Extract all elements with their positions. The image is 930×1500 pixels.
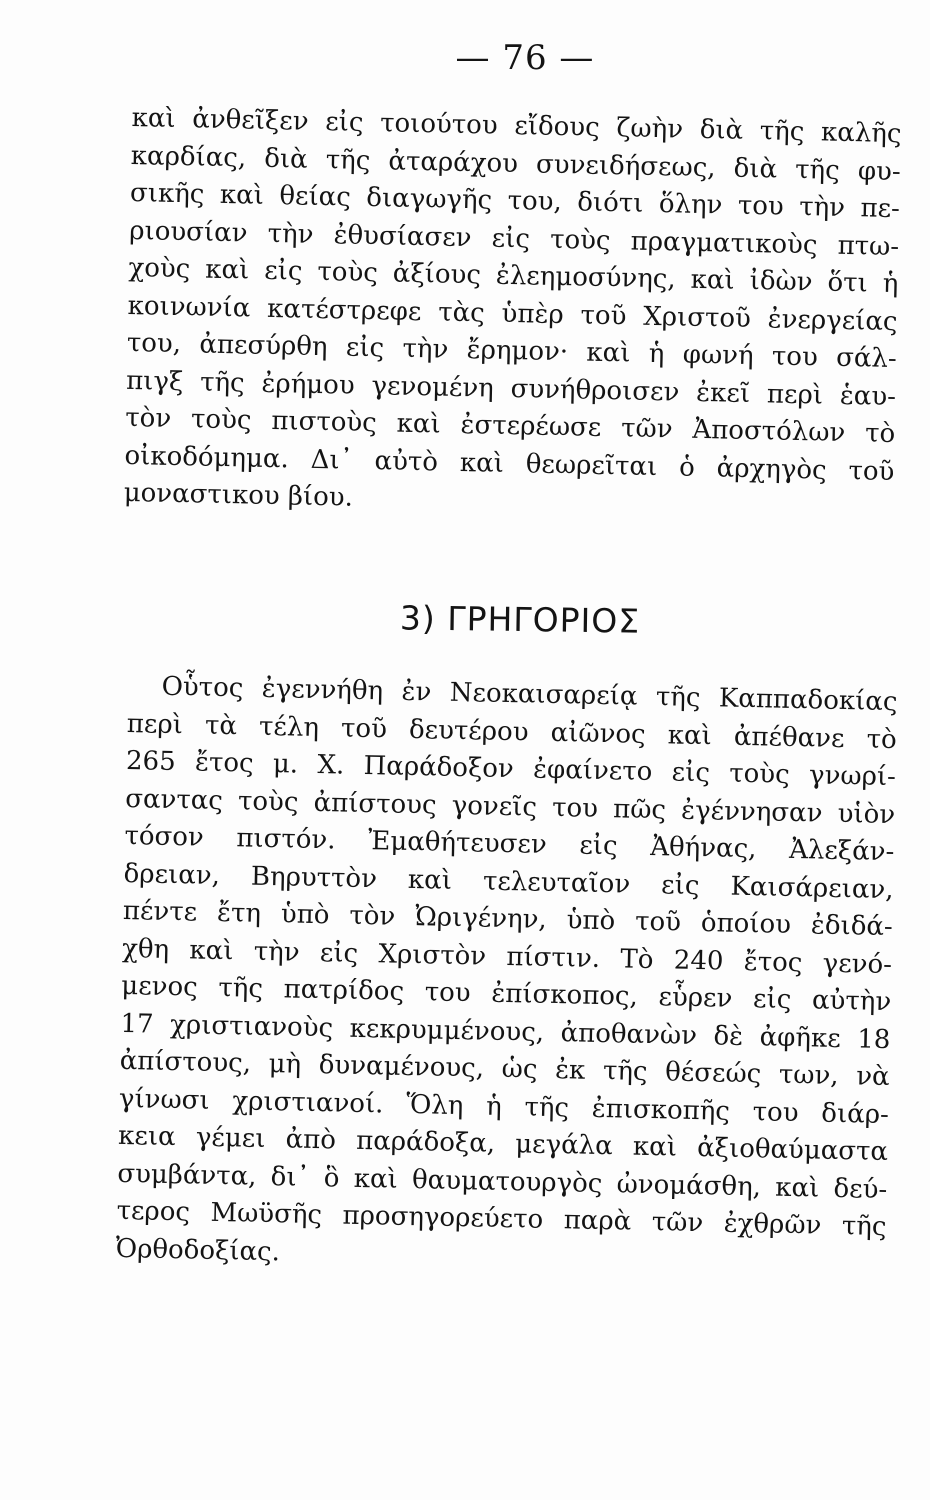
text-line: ἀπίστους, μὴ δυναμένους, ὡς ἐκ τῆς θέσεώς των, νὰ (119, 1045, 890, 1093)
text-line: μενος τῆς πατρίδος του ἐπίσκοπος, εὗρεν εἰς αὐτὴν (121, 970, 892, 1018)
paragraph-grigorios (115, 668, 897, 1284)
paragraph-antonios-continued (123, 100, 901, 529)
text-line: πιγξ τῆς ἐρήμου γενομένη συνήθροισεν ἐκεῖ περὶ ἑαυ- (125, 365, 897, 412)
text-line: του, ἀπεσύρθη εἰς τὴν ἔρημον· καὶ ἡ φωνή του σάλ- (126, 327, 898, 375)
page-number: — 76 — (455, 38, 595, 78)
text-line: κοινωνία κατέστρεφε τὰς ὑπὲρ τοῦ Χριστοῦ ἐνεργείας (127, 290, 898, 337)
text-line: περὶ τὰ τέλη τοῦ δευτέρου αἰῶνος καὶ ἀπέθανε τὸ (126, 708, 897, 755)
text-line: τερος Μωϋσῆς προσηγορεύετο παρὰ τῶν ἐχθρῶν τῆς (116, 1195, 887, 1243)
text-line: συμβάντα, δι᾽ ὃ καὶ θαυματουργὸς ὠνομάσθη, καὶ δεύ- (117, 1158, 888, 1205)
text-line: σικῆς καὶ θείας διαγωγῆς του, διότι ὅλην του τὴν πε- (129, 177, 901, 225)
text-line: μοναστικου βίου. (123, 477, 354, 513)
text-line: 17 χριστιανοὺς κεκρυμμένους, ἀποθανὼν δὲ ἀφῆκε 18 (120, 1008, 891, 1055)
text-line: κεια γέμει ἀπὸ παράδοξα, μεγάλα καὶ ἀξιοθαύμαστα (117, 1120, 889, 1168)
text-line: χθη καὶ τὴν εἰς Χριστὸν πίστιν. Τὸ 240 ἔτος γενό- (121, 933, 893, 980)
text-line: τόσον πιστόν. Ἐμαθήτευσεν εἰς Ἀθήνας, Ἀλεξάν- (124, 820, 895, 868)
text-line: Ὀρθοδοξίας. (115, 1233, 281, 1267)
section-heading: 3) ΓΡΗΓΟΡΙΟΣ (399, 598, 641, 641)
text-line: χοὺς καὶ εἰς τοὺς ἀξίους ἐλεημοσύνης, καὶ ἰδὼν ὅτι ἡ (128, 252, 899, 300)
text-line: ριουσίαν τὴν ἐθυσίασεν εἰς τοὺς πραγματικοὺς πτω- (128, 215, 900, 262)
text-line: δρειαν, Βηρυττὸν καὶ τελευταῖον εἰς Καισάρειαν, (123, 858, 894, 905)
text-line: 265 ἔτος μ. Χ. Παράδοξον ἐφαίνετο εἰς τοὺς γνωρί- (125, 745, 897, 793)
text-line: γίνωσι χριστιανοί. Ὅλη ἡ τῆς ἐπισκοπῆς του διάρ- (118, 1083, 890, 1130)
text-line: καρδίας, διὰ τῆς ἀταράχου συνειδήσεως, διὰ τῆς φυ- (130, 140, 901, 187)
text-line: Οὗτος ἐγεννήθη ἐν Νεοκαισαρείᾳ τῆς Καππαδοκίας (161, 671, 898, 718)
text-line: τὸν τοὺς πιστοὺς καὶ ἐστερέωσε τῶν Ἀποστόλων τὸ (125, 402, 896, 450)
text-line: οἰκοδόμημα. Δι᾽ αὐτὸ καὶ θεωρεῖται ὁ ἀρχηγὸς τοῦ (124, 440, 895, 487)
text-line: πέντε ἔτη ὑπὸ τὸν Ὠριγένην, ὑπὸ τοῦ ὁποίου ἐδιδά- (122, 895, 894, 943)
text-line: σαντας τοὺς ἀπίστους γονεῖς του πῶς ἐγέννησαν υἱὸν (124, 783, 896, 830)
text-line: καὶ ἀνθεῖξεν εἰς τοιούτου εἴδους ζωὴν διὰ τῆς καλῆς (131, 102, 902, 150)
